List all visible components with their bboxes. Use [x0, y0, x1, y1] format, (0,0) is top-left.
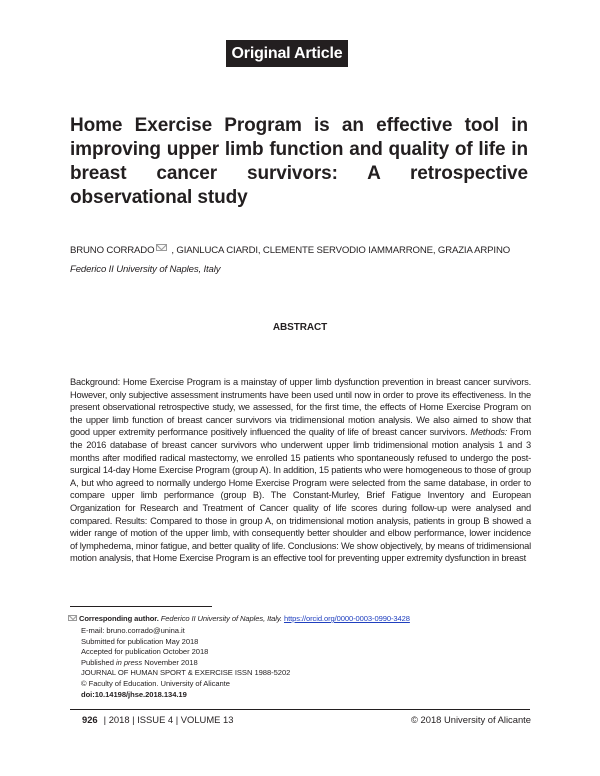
footer-divider — [70, 709, 530, 710]
article-type-label: Original Article — [226, 40, 348, 67]
envelope-icon[interactable] — [156, 244, 167, 251]
abstract-results: Compared to those in group A, on tridimensional motion analysis, patients in group B showed a wider range of motion of the upper limb, with consequently better shoulder and elbow performance, lower incidence of lymphedema, minor fatigue, and better quality of life. — [70, 515, 531, 551]
accepted-line: Accepted for publication October 2018 — [81, 647, 209, 657]
published-italic: in press — [115, 657, 143, 667]
affiliation: Federico II University of Naples, Italy — [70, 264, 221, 275]
footer-copyright: © 2018 University of Alicante — [411, 714, 531, 725]
published-line — [81, 658, 290, 669]
author-others: , GIANLUCA CIARDI, CLEMENTE SERVODIO IAMMARRONE, GRAZIA ARPINO — [171, 245, 511, 256]
issue-info: | 2018 | ISSUE 4 | VOLUME 13 — [103, 714, 234, 725]
corresponding-author-line — [68, 614, 410, 623]
envelope-icon[interactable] — [68, 615, 77, 621]
footnote-list — [81, 626, 290, 700]
submitted-line: Submitted for publication May 2018 — [81, 636, 199, 646]
abstract-methods: From the 2016 database of breast cancer survivors who underwent upper limb tridimensional motion analysis 1 and 3 months after modified radical mastectomy, we enrolled 15 patients who spontaneously refused to undergo the post-surgical 14-day Home Exercise Program (group A). In addition, 15 patients who were homogeneous to those of group A, but who agreed to normally undergo Home Exercise Program were selected from the same database, in order to compare upper limb performance (group B). The Constant-Murley, Brief Fatigue Inventory and European Organization for Research and Treatment of Cancer quality of life scores during follow-up were analysed and compared. — [70, 427, 531, 526]
abstract-conclusions-label: Conclusions: — [287, 540, 339, 551]
abstract-background-label: Background: — [70, 377, 120, 387]
abstract-methods-label: Methods: — [470, 427, 508, 438]
footnote-divider — [70, 606, 212, 607]
abstract-background: Home Exercise Program is a mainstay of upper limb dysfunction prevention in breast cancer survivors. However, only subjective assessment instruments have been used until now in order to prove its effectiveness. In the present observational retrospective study, we assessed, for the first time, the effects of Home Exercise Program on the upper limb function of breast cancer survivors via tridimensional motion analysis. We also aimed to show that good upper extremity performance positively influenced the quality of life of breast cancer survivors. — [70, 377, 531, 438]
doi-line[interactable]: doi:10.14198/jhse.2018.134.19 — [81, 689, 187, 699]
journal-line: JOURNAL OF HUMAN SPORT & EXERCISE ISSN 1988-5202 — [81, 668, 291, 678]
copyright-line: © Faculty of Education. University of Alicante — [81, 678, 230, 688]
corresponding-label: Corresponding author. — [79, 614, 159, 623]
page-number: 926 — [82, 714, 98, 725]
author-list — [70, 244, 540, 256]
abstract-conclusions: We show objectively, by means of tridimensional motion analysis, that Home Exercise Program is an effective tool for preventing upper extremity dysfunction in breast — [70, 540, 531, 564]
email-line: E-mail: bruno.corrado@unina.it — [81, 626, 185, 635]
orcid-link[interactable]: https://orcid.org/0000-0003-0990-3428 — [283, 614, 410, 623]
footer-left — [82, 714, 233, 725]
article-title: Home Exercise Program is an effective tool in improving upper limb function and quality of life in breast cancer survivors: A retrospective observational study — [70, 115, 528, 208]
published-prefix: Published — [81, 657, 116, 667]
author-corresponding: BRUNO CORRADO — [70, 245, 155, 256]
abstract-results-label: Results: — [115, 515, 148, 526]
abstract-body — [70, 376, 531, 565]
corresponding-affiliation: Federico II University of Naples, Italy. — [160, 614, 282, 623]
abstract-heading: ABSTRACT — [272, 322, 328, 333]
published-suffix: November 2018 — [142, 657, 198, 667]
